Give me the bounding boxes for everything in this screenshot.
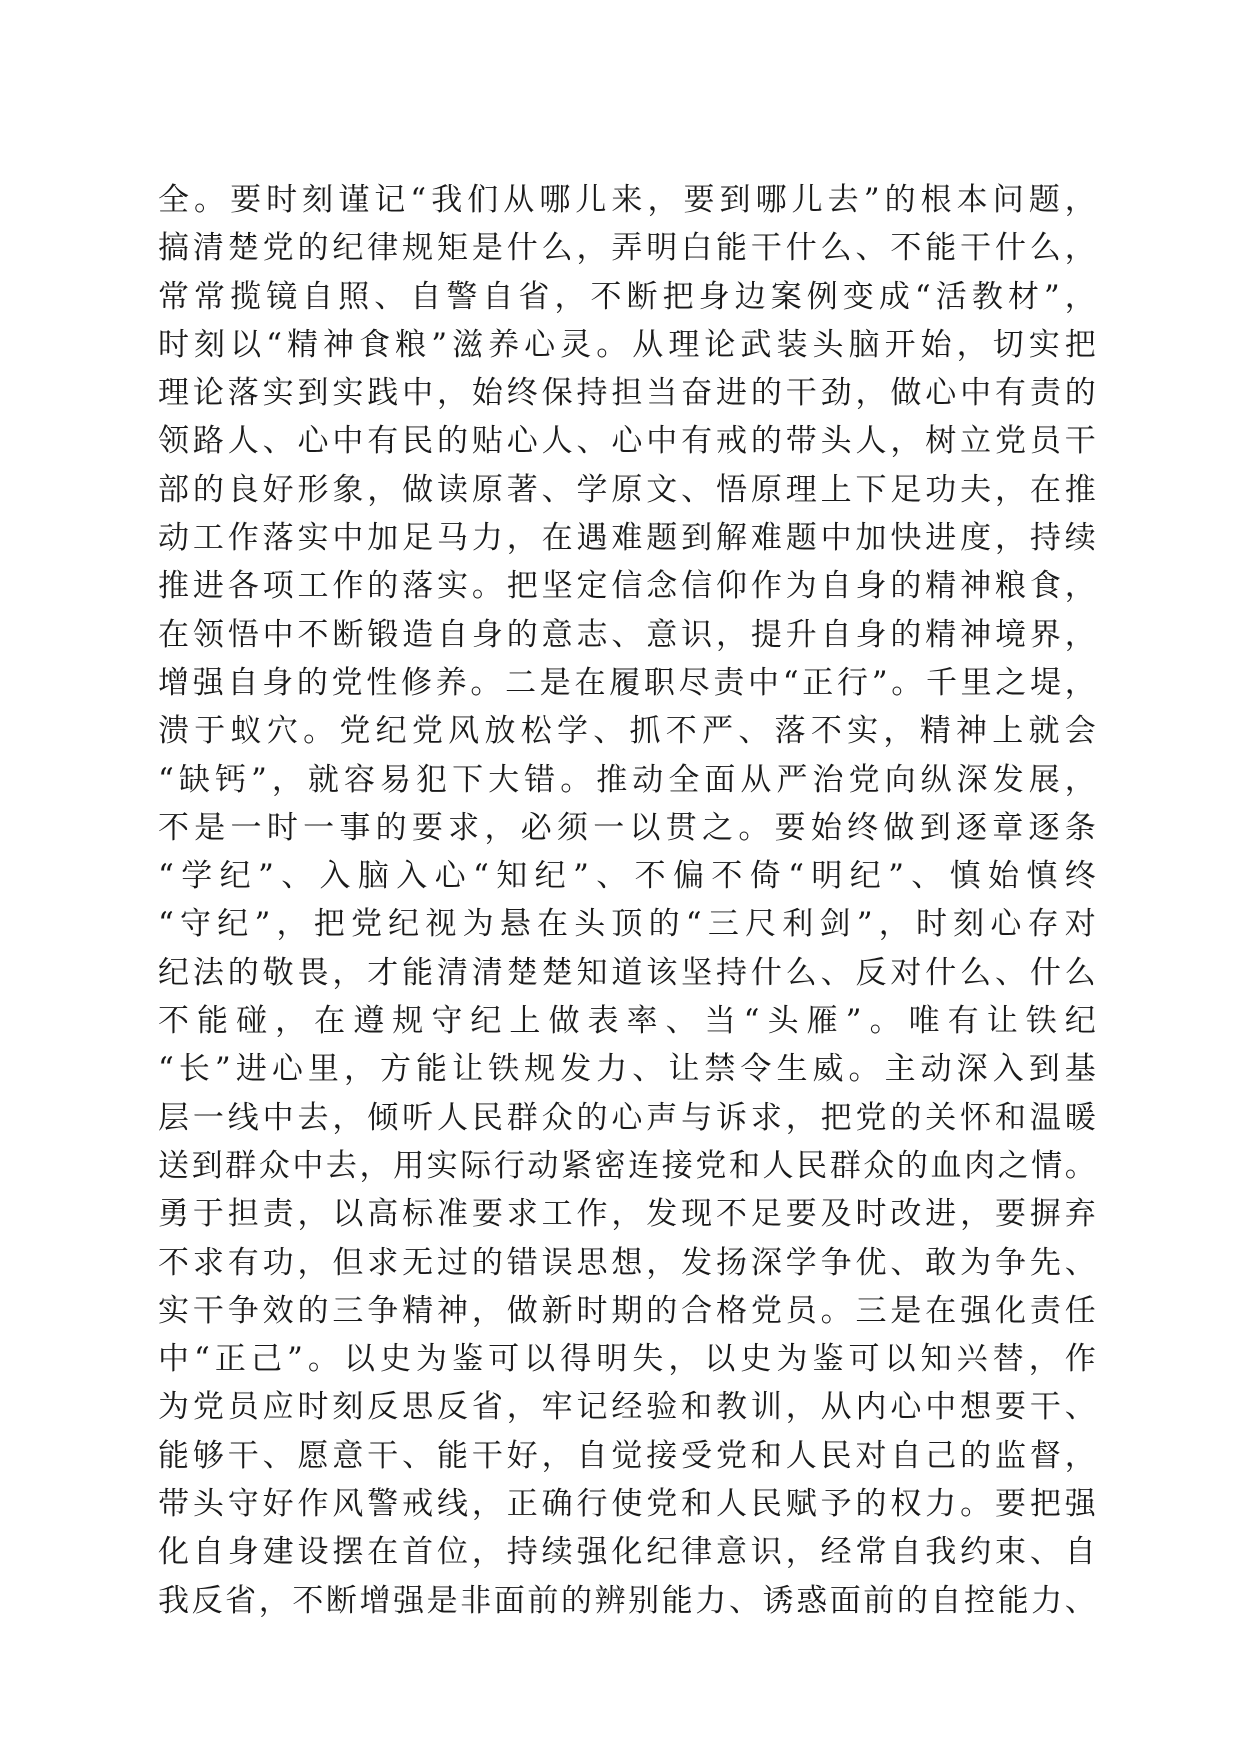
text-line-19: “长”进心里，方能让铁规发力、让禁令生威。主动深入到基 <box>158 1051 1098 1088</box>
text-line-1: 全。要时刻谨记“我们从哪儿来，要到哪儿去”的根本问题， <box>158 182 1098 218</box>
text-line-20: 层一线中去，倾听人民群众的心声与诉求，把党的关怀和温暖 <box>158 1099 1098 1136</box>
text-line-17: 纪法的敬畏，才能清清楚楚知道该坚持什么、反对什么、什么 <box>158 954 1098 991</box>
text-line-28: 带头守好作风警戒线，正确行使党和人民赋予的权力。要把强 <box>158 1486 1098 1523</box>
text-line-12: 溃于蚁穴。党纪党风放松学、抓不严、落不实，精神上就会 <box>158 713 1098 750</box>
text-line-13: “缺钙”，就容易犯下大错。推动全面从严治党向纵深发展， <box>158 761 1098 798</box>
text-line-26: 为党员应时刻反思反省，牢记经验和教训，从内心中想要干、 <box>158 1389 1098 1426</box>
text-line-16: “守纪”，把党纪视为悬在头顶的“三尺利剑”，时刻心存对 <box>158 906 1098 943</box>
text-line-2: 搞清楚党的纪律规矩是什么，弄明白能干什么、不能干什么， <box>158 230 1098 267</box>
text-line-21: 送到群众中去，用实际行动紧密连接党和人民群众的血肉之情。 <box>158 1147 1098 1184</box>
text-line-8: 动工作落实中加足马力，在遇难题到解难题中加快进度，持续 <box>158 520 1098 557</box>
text-line-18: 不能碰，在遵规守纪上做表率、当“头雁”。唯有让铁纪 <box>158 1003 1098 1040</box>
text-line-30: 我反省，不断增强是非面前的辨别能力、诱惑面前的自控能力、 <box>158 1582 1098 1619</box>
text-line-14: 不是一时一事的要求，必须一以贯之。要始终做到逐章逐条 <box>158 809 1098 846</box>
text-line-6: 领路人、心中有民的贴心人、心中有戒的带头人，树立党员干 <box>158 423 1098 460</box>
text-line-9: 推进各项工作的落实。把坚定信念信仰作为自身的精神粮食， <box>158 568 1098 605</box>
text-line-5: 理论落实到实践中，始终保持担当奋进的干劲，做心中有责的 <box>158 375 1098 412</box>
text-line-7: 部的良好形象，做读原著、学原文、悟原理上下足功夫，在推 <box>158 471 1098 508</box>
text-line-3: 常常揽镜自照、自警自省，不断把身边案例变成“活教材”， <box>158 278 1098 315</box>
text-line-11: 增强自身的党性修养。二是在履职尽责中“正行”。千里之堤， <box>158 664 1098 701</box>
text-line-10: 在领悟中不断锻造自身的意志、意识，提升自身的精神境界， <box>158 616 1098 653</box>
body-text <box>158 176 1098 1625</box>
text-line-23: 不求有功，但求无过的错误思想，发扬深学争优、敢为争先、 <box>158 1244 1098 1281</box>
text-line-27: 能够干、愿意干、能干好，自觉接受党和人民对自己的监督， <box>158 1437 1098 1474</box>
text-line-22: 勇于担责，以高标准要求工作，发现不足要及时改进，要摒弃 <box>158 1196 1098 1233</box>
text-line-15: “学纪”、入脑入心“知纪”、不偏不倚“明纪”、慎始慎终 <box>158 858 1098 895</box>
text-line-24: 实干争效的三争精神，做新时期的合格党员。三是在强化责任 <box>158 1292 1098 1329</box>
text-line-25: 中“正己”。以史为鉴可以得明失，以史为鉴可以知兴替，作 <box>158 1341 1098 1378</box>
text-line-4: 时刻以“精神食粮”滋养心灵。从理论武装头脑开始，切实把 <box>158 326 1098 363</box>
text-line-29: 化自身建设摆在首位，持续强化纪律意识，经常自我约束、自 <box>158 1534 1098 1571</box>
